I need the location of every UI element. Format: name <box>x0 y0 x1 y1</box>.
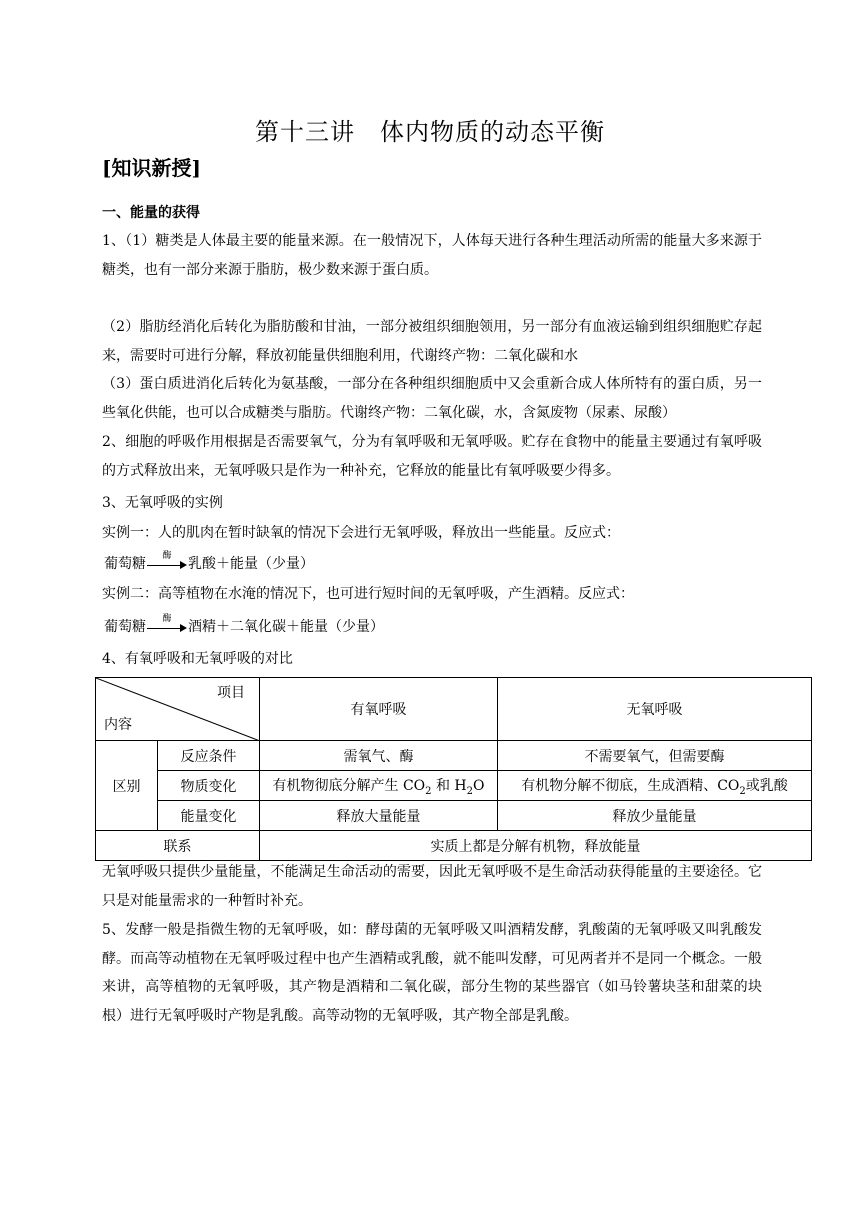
cell-matter-anaerobic: 有机物分解不彻底，生成酒精、$CO_2$或乳酸 <box>498 771 812 801</box>
formula-2-products: 酒精＋二氧化碳＋能量（少量） <box>188 619 384 635</box>
cell-condition-aerobic: 需氧气、酶 <box>260 741 498 771</box>
group-label-difference: 区别 <box>96 741 158 831</box>
formula-1-reactant: 葡萄糖 <box>104 556 146 572</box>
cell-condition-anaerobic: 不需要氧气，但需要酶 <box>498 741 812 771</box>
table-diagonal-header <box>96 678 260 741</box>
paragraph-3: （3）蛋白质进消化后转化为氨基酸，一部分在各种组织细胞质中又会重新合成人体所特有的蛋白质，另一些氧化供能，也可以合成糖类与脂肪。代谢终产物：二氧化碳，水，含氮废物（尿素、尿酸） <box>102 376 762 421</box>
cell-link-text: 实质上都是分解有机物，释放能量 <box>260 831 812 861</box>
col-header-aerobic: 有氧呼吸 <box>260 678 498 741</box>
paragraph-10: 5、发酵一般是指微生物的无氧呼吸，如：酵母菌的无氧呼吸又叫酒精发酵，乳酸菌的无氧呼吸又叫乳酸发酵。而高等动植物在无氧呼吸过程中也产生酒精或乳酸，就不能叫发酵，可见两者并不是同一个概念。一般来讲，高等植物的无氧呼吸，其产物是酒精和二氧化碳，部分生物的某些器官（如马铃薯块茎和甜菜的块根）进行无氧呼吸时产物是乳酸。高等动物的无氧呼吸，其产物全部是乳酸。 <box>102 922 762 1024</box>
row-label-matter: 物质变化 <box>158 771 260 801</box>
formula-1-enzyme: 酶 <box>162 551 172 561</box>
formula-lactic <box>104 553 314 575</box>
cell-energy-anaerobic: 释放少量能量 <box>498 801 812 831</box>
paragraph-9: 无氧呼吸只提供少量能量，不能满足生命活动的需要，因此无氧呼吸不是生命活动获得能量的主要途径。它只是对能量需求的一种暂时补充。 <box>102 864 762 909</box>
paragraph-1: 1、（1）糖类是人体最主要的能量来源。在一般情况下，人体每天进行各种生理活动所需的能量大多来源于糖类，也有一部分来源于脂肪，极少数来源于蛋白质。 <box>102 233 762 278</box>
header-content-label: 内容 <box>104 717 132 733</box>
reaction-arrow-icon <box>147 614 187 634</box>
cell-energy-aerobic: 释放大量能量 <box>260 801 498 831</box>
paragraph-2: （2）脂肪经消化后转化为脂肪酸和甘油，一部分被组织细胞领用，另一部分有血液运输到组织细胞贮存起来，需要时可进行分解，释放初能量供细胞利用，代谢终产物：二氧化碳和水 <box>102 319 762 364</box>
row-label-condition: 反应条件 <box>158 741 260 771</box>
page-title: 第十三讲 体内物质的动态平衡 <box>255 118 605 146</box>
subsection-heading: 一、能量的获得 <box>102 205 200 221</box>
respiration-comparison-table <box>95 677 812 861</box>
paragraph-6: 实例一：人的肌肉在暂时缺氧的情况下会进行无氧呼吸，释放出一些能量。反应式： <box>102 525 620 541</box>
row-label-energy: 能量变化 <box>158 801 260 831</box>
paragraph-7: 实例二：高等植物在水淹的情况下，也可进行短时间的无氧呼吸，产生酒精。反应式： <box>102 586 634 602</box>
section-heading: [知识新授] <box>102 156 201 180</box>
header-item-label: 项目 <box>217 685 245 701</box>
reaction-arrow-icon <box>147 551 187 571</box>
paragraph-5: 3、无氧呼吸的实例 <box>102 495 223 511</box>
formula-2-enzyme: 酶 <box>162 614 172 624</box>
formula-alcohol <box>104 616 384 638</box>
paragraph-8: 4、有氧呼吸和无氧呼吸的对比 <box>102 651 293 667</box>
col-header-anaerobic: 无氧呼吸 <box>498 678 812 741</box>
row-label-link: 联系 <box>96 831 260 861</box>
formula-2-reactant: 葡萄糖 <box>104 619 146 635</box>
paragraph-4: 2、细胞的呼吸作用根据是否需要氧气，分为有氧呼吸和无氧呼吸。贮存在食物中的能量主要通过有氧呼吸的方式释放出来，无氧呼吸只是作为一种补充，它释放的能量比有氧呼吸要少得多。 <box>102 434 762 479</box>
cell-matter-aerobic: 有机物彻底分解产生 $CO_2$ 和 $H_2O$ <box>260 771 498 801</box>
formula-1-products: 乳酸＋能量（少量） <box>188 556 314 572</box>
